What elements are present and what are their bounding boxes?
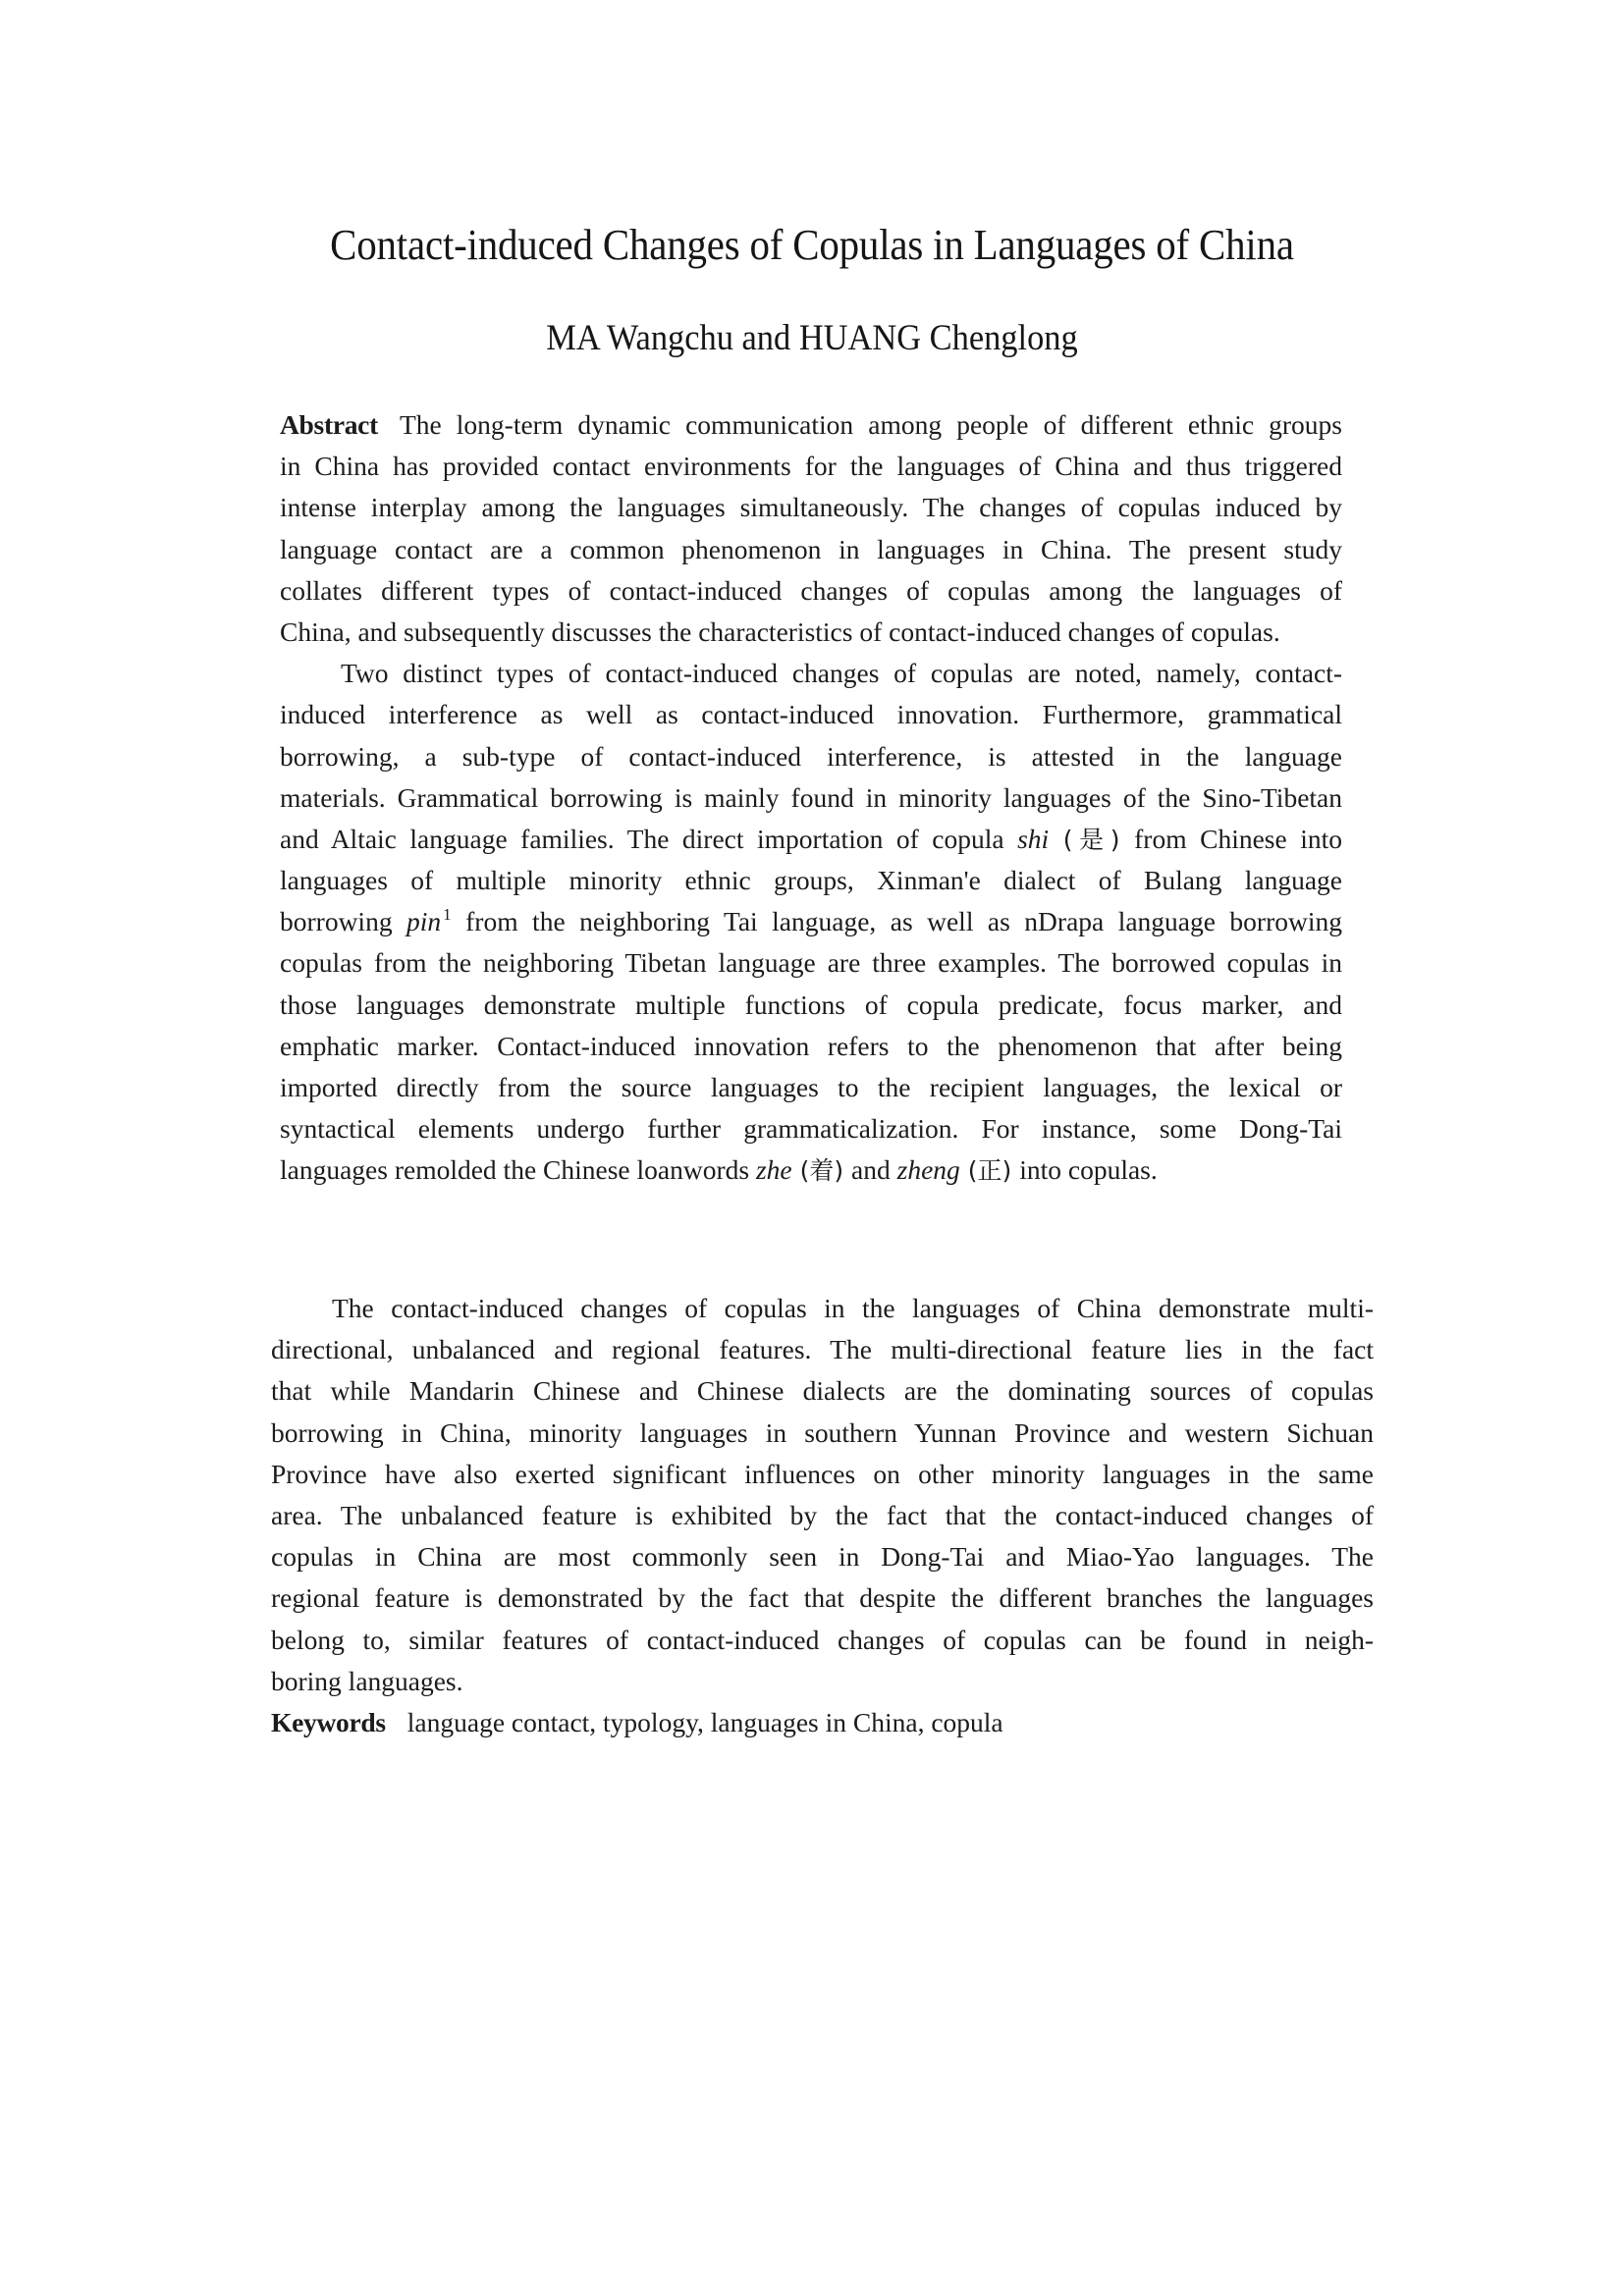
abstract-line: borrowing pin $^1$ from the neighboring Tai language, as well as nDrapa language borrowing (280, 905, 1342, 937)
page-title: Contact-induced Changes of Copulas in Languages of China (330, 221, 1294, 269)
summary-line: borrowing in China, minority languages in southern Yunnan Province and western Sichuan (271, 1416, 1374, 1448)
summary-line: directional, unbalanced and regional features. The multi-directional feature lies in the fact (271, 1334, 1374, 1365)
abstract-line: in China has provided contact environments for the languages of China and thus triggered (280, 451, 1342, 482)
abstract-paragraph-3 (271, 1288, 1374, 1702)
summary-line: that while Mandarin Chinese and Chinese dialects are the dominating sources of copulas (271, 1375, 1374, 1407)
chinese-char-zheng: (正) (959, 1156, 1020, 1186)
abstract-line: syntactical elements undergo further grammaticalization. For instance, some Dong-Tai (280, 1113, 1342, 1145)
abstract-line: copulas from the neighboring Tibetan language are three examples. The borrowed copulas in (280, 947, 1342, 979)
abstract-line: materials. Grammatical borrowing is mainly found in minority languages of the Sino-Tibetan (280, 781, 1342, 813)
abstract-line: emphatic marker. Contact-induced innovation refers to the phenomenon that after being (280, 1030, 1342, 1061)
abstract-line: imported directly from the source languages to the recipient languages, the lexical or (280, 1072, 1342, 1102)
abstract-line: languages of multiple minority ethnic groups, Xinman'e dialect of Bulang language (280, 865, 1342, 896)
abstract-label: Abstract (280, 409, 378, 440)
abstract-paragraph-1 (280, 404, 1342, 653)
term-zhe: zhe (755, 1154, 792, 1186)
abstract-line: borrowing, a sub-type of contact-induced interference, is attested in the language (280, 740, 1342, 772)
summary-line: regional feature is demonstrated by the fact that despite the different branches the languages (271, 1582, 1374, 1614)
abstract-line: intense interplay among the languages simultaneously. The changes of copulas induced by (280, 492, 1342, 523)
term-zheng: zheng (896, 1154, 960, 1186)
summary-line: belong to, similar features of contact-induced changes of copulas can be found in neigh- (271, 1624, 1374, 1655)
term-shi: shi (1017, 823, 1050, 854)
abstract-section (280, 404, 1342, 1192)
keywords-label: Keywords (271, 1706, 386, 1737)
summary-line: The contact-induced changes of copulas in the languages of China demonstrate multi- (332, 1293, 1374, 1323)
abstract-line: induced interference as well as contact-induced innovation. Furthermore, grammatical (280, 699, 1342, 730)
abstract-line: China, and subsequently discusses the characteristics of contact-induced changes of copulas. (280, 615, 1280, 647)
abstract-line: language contact are a common phenomenon in languages in China. The present study (280, 533, 1342, 564)
abstract-line: Abstract The long-term dynamic communication among people of different ethnic groups (280, 409, 1342, 440)
summary-line: copulas in China are most commonly seen in Dong-Tai and Miao-Yao languages. The (271, 1541, 1374, 1573)
chinese-char-zhe: (着) (791, 1156, 852, 1186)
keywords-text: language contact, typology, languages in China, copula (406, 1706, 1003, 1737)
abstract-line: Two distinct types of contact-induced changes of copulas are noted, namely, contact- (341, 658, 1342, 689)
summary-section (271, 1288, 1374, 1743)
chinese-char-shi: (是) (1049, 825, 1135, 854)
keywords-line (271, 1702, 1374, 1743)
abstract-line: and Altaic language families. The direct importation of copula shi (是) from Chinese into (280, 823, 1342, 854)
term-pin: pin (406, 906, 442, 937)
summary-line: boring languages. (271, 1665, 463, 1696)
authors: MA Wangchu and HUANG Chenglong (546, 318, 1078, 358)
abstract-line: collates different types of contact-induced changes of copulas among the languages of (280, 574, 1342, 606)
abstract-line: those languages demonstrate multiple functions of copula predicate, focus marker, and (280, 988, 1342, 1020)
summary-line: area. The unbalanced feature is exhibited by the fact that the contact-induced changes of (271, 1499, 1374, 1530)
summary-line: Province have also exerted significant influences on other minority languages in the same (271, 1458, 1374, 1489)
abstract-paragraph-2 (280, 653, 1342, 1191)
abstract-line: languages remolded the Chinese loanwords zhe (着) and zheng (正) into copulas. (280, 1154, 1158, 1186)
footnote-marker[interactable]: 1 (443, 905, 452, 925)
